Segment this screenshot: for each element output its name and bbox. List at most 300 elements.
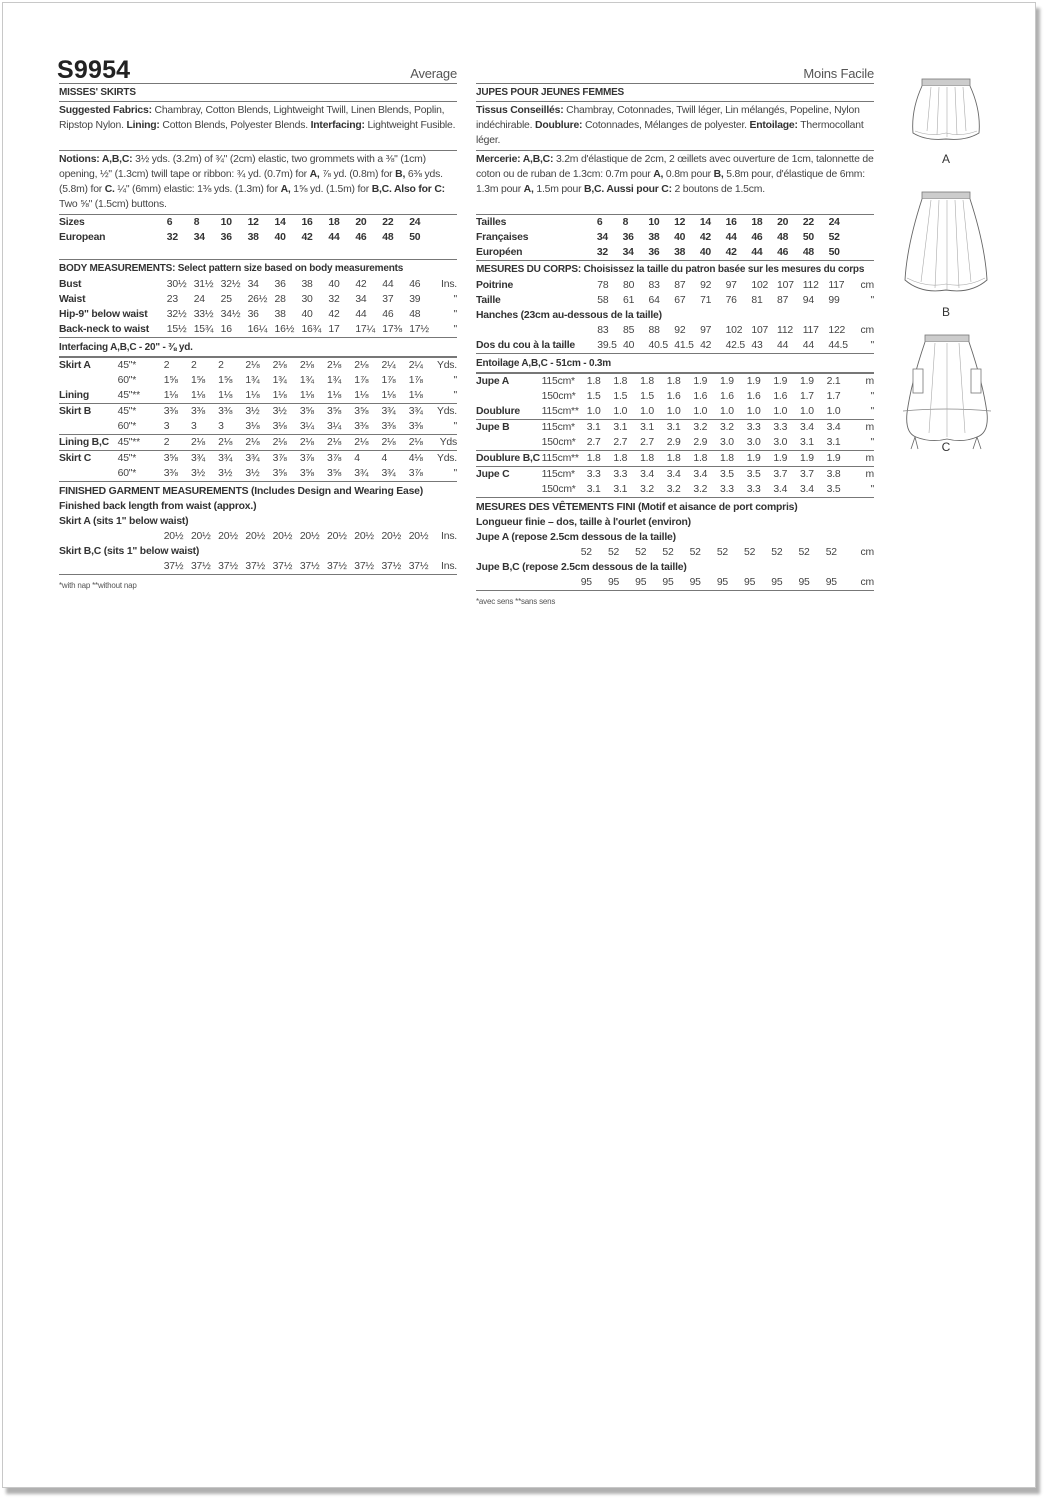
value-cell: 112 <box>802 280 819 291</box>
value-cell: 20½ <box>163 531 184 542</box>
value-cell: 3⅛ <box>272 421 287 432</box>
size-cell: 36 <box>220 232 232 243</box>
pattern-envelope-back <box>2 2 1036 1488</box>
value-cell: 37½ <box>408 561 429 572</box>
notions <box>59 151 457 215</box>
value-cell: 15½ <box>166 324 187 335</box>
value-cell: 3¼ <box>299 421 314 432</box>
notions-text: 5.8m pour, d'élastique de 6mm: 1.3m pour <box>476 169 865 195</box>
value-cell: 28 <box>274 294 286 305</box>
value-cell: 1.5 <box>640 391 654 402</box>
value-cell: 2¼ <box>381 360 396 371</box>
value-cell: 3.1 <box>666 422 681 433</box>
value-cell: 37½ <box>354 561 374 572</box>
value-cell: 1.0 <box>800 406 814 417</box>
value-cell: 3¾ <box>381 468 396 479</box>
value-cell: 122 <box>828 325 846 336</box>
spacer <box>535 545 581 560</box>
value-cell: 20½ <box>381 531 402 542</box>
finished-title: MESURES DES VÊTEMENTS FINI (Motif et aisance de port compris) <box>476 502 798 513</box>
value-cell: 1⅛ <box>245 390 260 401</box>
value-cell: 37½ <box>272 561 293 572</box>
size-cell: 16 <box>725 217 737 228</box>
value-cell: 52 <box>607 547 620 558</box>
view-a-ref: A, <box>309 169 320 180</box>
value-cell: 17 <box>328 324 340 335</box>
size-cell: 38 <box>674 247 686 258</box>
size-cell: 46 <box>751 232 763 243</box>
value-cell: 1.0 <box>640 406 654 417</box>
sizes-row <box>59 215 457 230</box>
unit-cell: " <box>870 437 874 448</box>
view-c-sketch <box>901 333 991 454</box>
sizes-label: Sizes <box>59 217 85 228</box>
value-cell: 3¾ <box>354 468 369 479</box>
row-label: Doublure <box>476 406 521 417</box>
table-row <box>476 338 874 354</box>
garment-title: JUPES POUR JEUNES FEMMES <box>476 84 874 102</box>
notions-text: 3½ yds. (3.2m) of ¾" (2cm) elastic, two grommets with a ⅜" (1cm) opening, ½" (1.3cm) twill tape or ribbon: ¾ yd. (0.7m) for <box>59 154 426 180</box>
unit-cell: " <box>870 295 874 306</box>
table-row <box>476 435 874 451</box>
value-cell: 87 <box>674 280 686 291</box>
size-cell: 34 <box>596 232 608 243</box>
value-cell: 52 <box>689 547 701 558</box>
value-cell: 17½ <box>409 324 429 335</box>
table-row <box>59 388 457 404</box>
value-cell: 3.3 <box>746 484 761 495</box>
value-cell: 3 <box>218 421 224 432</box>
size-cell: 38 <box>247 232 259 243</box>
value-cell: 52 <box>580 547 592 558</box>
row-label: Skirt A (sits 1" below waist) <box>59 516 189 527</box>
table-row <box>476 323 874 338</box>
value-cell: 32 <box>328 294 340 305</box>
value-cell: 3¾ <box>190 453 205 464</box>
value-cell: 95 <box>580 577 592 588</box>
notions-text: ⅞ yd. (0.8m) for <box>319 169 396 180</box>
unit-cell: " <box>453 309 457 320</box>
value-cell: 95 <box>607 577 620 588</box>
size-cell: 8 <box>193 217 200 228</box>
size-cell: 46 <box>777 247 789 258</box>
fabric-width-cell: 45"* <box>117 406 137 417</box>
size-cell: 22 <box>382 217 394 228</box>
table-row <box>59 292 457 307</box>
value-cell: 95 <box>662 577 674 588</box>
value-cell: 42 <box>700 340 712 351</box>
size-cell: 12 <box>247 217 259 228</box>
value-cell: 44.5 <box>828 340 848 351</box>
spacer <box>118 559 164 575</box>
row-label: Back-neck to waist <box>59 324 149 335</box>
value-cell: 40.5 <box>648 340 668 351</box>
table-row <box>59 404 457 420</box>
row-label <box>476 435 542 451</box>
value-cell: 3⅜ <box>163 406 178 417</box>
fabric-width-cell: 150cm* <box>541 391 576 402</box>
value-cell: 20½ <box>245 531 265 542</box>
row-label: Jupe A (repose 2.5cm dessous de la taille) <box>476 532 676 543</box>
size-cell: 20 <box>777 217 789 228</box>
value-cell: 3⅝ <box>272 468 287 479</box>
value-cell: 3 <box>190 421 197 432</box>
table-row <box>59 451 457 467</box>
fabric-width-cell: 150cm* <box>541 437 576 448</box>
size-cell: 34 <box>622 247 634 258</box>
value-cell: 37½ <box>163 561 184 572</box>
value-cell: 37½ <box>190 561 211 572</box>
size-cell: 36 <box>648 247 660 258</box>
size-cell: 44 <box>751 247 763 258</box>
interfacing-line <box>476 354 874 373</box>
table-row <box>476 420 874 436</box>
value-cell: 97 <box>700 325 712 336</box>
value-cell: 3.4 <box>773 484 788 495</box>
value-cell: 3.3 <box>720 484 734 495</box>
table-row <box>59 514 457 529</box>
value-cell: 67 <box>674 295 686 306</box>
table-row <box>476 404 874 420</box>
suggested-fabrics <box>476 102 874 151</box>
size-cell: 32 <box>596 247 608 258</box>
value-cell: 3.4 <box>693 469 708 480</box>
value-cell: 1.8 <box>640 453 654 464</box>
spacer <box>854 215 874 230</box>
value-cell: 3.1 <box>613 484 628 495</box>
size-cell: 16 <box>301 217 313 228</box>
unit-cell: " <box>453 421 457 432</box>
fabrics-label: Tissus Conseillés: <box>476 105 564 116</box>
view-label: B <box>941 305 950 319</box>
value-cell: 1⅛ <box>327 390 342 401</box>
unit-cell: m <box>865 453 874 464</box>
value-cell: 1¾ <box>245 375 260 386</box>
also-for-c-label: Aussi pour C: <box>604 184 672 195</box>
value-cell: 1.0 <box>826 406 841 417</box>
value-cell: 37½ <box>381 561 402 572</box>
notions-text: Two ⅝" (1.5cm) buttons. <box>59 199 167 210</box>
view-c-ref: C. <box>104 184 115 195</box>
view-a-ref: A, <box>653 169 664 180</box>
value-cell: 42.5 <box>725 340 746 351</box>
row-label: Jupe C <box>476 469 510 480</box>
value-cell: 1.8 <box>640 376 654 387</box>
size-cell: 44 <box>328 232 340 243</box>
value-cell: 36 <box>274 279 286 290</box>
fabric-width-cell: 115cm* <box>541 376 575 387</box>
value-cell: 1.9 <box>693 376 708 387</box>
value-cell: 1.6 <box>773 391 788 402</box>
notions-text: 2 boutons de 1.5cm. <box>671 184 765 195</box>
size-cell: 6 <box>166 217 173 228</box>
value-cell: 16 <box>220 324 232 335</box>
unit-cell: Ins. <box>441 531 457 542</box>
size-cell: 24 <box>409 217 421 228</box>
row-label: Jupe A <box>476 376 510 387</box>
size-cell: 42 <box>699 232 711 243</box>
fabric-width-cell: 60"* <box>117 375 137 386</box>
value-cell: 94 <box>802 295 814 306</box>
value-cell: 95 <box>635 577 647 588</box>
value-cell: 83 <box>597 325 609 336</box>
value-cell: 1.9 <box>720 376 734 387</box>
value-cell: 3⅛ <box>245 421 260 432</box>
value-cell: 102 <box>751 280 769 291</box>
value-cell: 3⅜ <box>354 421 369 432</box>
row-label: Poitrine <box>476 280 514 291</box>
value-cell: 3⅜ <box>163 468 178 479</box>
value-cell: 44 <box>777 340 789 351</box>
fabrics-text: Chambray, Cotton Blends, Lightweight Twill, Linen Blends, Poplin, Ripstop Nylon. <box>59 105 445 131</box>
fabric-width-cell: 115cm** <box>541 453 579 464</box>
finished-table <box>59 514 457 575</box>
table-row <box>59 373 457 388</box>
table-row <box>476 530 874 545</box>
value-cell: 3⅝ <box>327 468 342 479</box>
value-cell: 2⅛ <box>408 437 423 448</box>
value-cell: 80 <box>623 280 635 291</box>
value-cell: 1⅛ <box>272 390 287 401</box>
size-cell: 46 <box>355 232 367 243</box>
view-b-ref: B, <box>395 169 406 180</box>
interfacing-line <box>59 338 457 357</box>
interfacing-label: Interfacing: <box>310 120 365 131</box>
fabric-width-cell: 60"* <box>117 421 137 432</box>
value-cell: 1.0 <box>613 406 628 417</box>
table-row <box>476 215 874 230</box>
value-cell: 2⅛ <box>381 437 396 448</box>
value-cell: 88 <box>648 325 660 336</box>
value-cell: 2.7 <box>613 437 628 448</box>
value-cell: 34 <box>247 279 259 290</box>
finished-title: FINISHED GARMENT MEASUREMENTS (Includes Design and Wearing Ease) <box>59 486 424 497</box>
value-cell: 95 <box>798 577 810 588</box>
value-cell: 41.5 <box>674 340 694 351</box>
value-cell: 1⅛ <box>163 390 178 401</box>
row-label <box>476 389 542 404</box>
fabric-width-cell: 115cm* <box>541 422 575 433</box>
value-cell: 3⅝ <box>354 406 369 417</box>
fabric-width-cell: 115cm** <box>541 406 579 417</box>
value-cell: 1.5 <box>613 391 628 402</box>
notions-text: 1⅝ yd. (1.5m) for <box>290 184 372 195</box>
value-cell: 71 <box>700 295 712 306</box>
value-cell: 37½ <box>218 561 238 572</box>
value-cell: 3.4 <box>800 484 814 495</box>
row-label: Waist <box>59 294 86 305</box>
value-cell: 3.1 <box>586 422 601 433</box>
skirt-a-sketch-icon <box>901 75 991 147</box>
size-cell: 6 <box>596 217 603 228</box>
row-label: Lining B,C <box>59 437 109 448</box>
value-cell: 61 <box>623 295 635 306</box>
spacer <box>118 529 164 544</box>
value-cell: 16¾ <box>301 324 322 335</box>
value-cell: 40 <box>328 279 340 290</box>
value-cell: 38 <box>301 279 313 290</box>
size-cell: 24 <box>828 217 840 228</box>
unit-cell: cm <box>860 547 874 558</box>
value-cell: 102 <box>725 325 743 336</box>
row-label: Lining <box>59 390 89 401</box>
value-cell: 1¾ <box>327 375 342 386</box>
value-cell: 1⅝ <box>218 375 233 386</box>
footnote: *avec sens **sans sens <box>476 597 556 606</box>
value-cell: 17¼ <box>355 324 375 335</box>
notions-text: 3.2m d'élastique de 2cm, 2 œillets avec ouverture de 1cm, talonnette de coton ou de ruban de 1.3cm: 0.7m pour <box>476 154 874 180</box>
interfacing-text: Thermocollant léger. <box>476 120 864 146</box>
unit-cell: " <box>453 468 457 479</box>
table-row <box>476 545 874 560</box>
value-cell: 3.2 <box>666 484 681 495</box>
suggested-fabrics <box>59 102 457 151</box>
value-cell: 16½ <box>274 324 295 335</box>
value-cell: 1⅛ <box>299 390 314 401</box>
value-cell: 1¾ <box>272 375 287 386</box>
value-cell: 4 <box>354 453 360 464</box>
value-cell: 2.1 <box>826 376 841 387</box>
skirt-c-sketch-icon <box>901 333 991 453</box>
value-cell: 1.8 <box>720 453 734 464</box>
value-cell: 3.8 <box>826 469 841 480</box>
unit-cell: " <box>870 391 874 402</box>
value-cell: 26½ <box>247 294 268 305</box>
value-cell: 3.7 <box>800 469 814 480</box>
value-cell: 1.0 <box>746 406 761 417</box>
value-cell: 1⅛ <box>381 390 396 401</box>
value-cell: 1.6 <box>720 391 734 402</box>
garment-title: MISSES' SKIRTS <box>59 84 457 102</box>
row-label: Jupe B <box>476 422 510 433</box>
value-cell: 1.0 <box>773 406 788 417</box>
fabrics-text: Chambray, Cotonnades, Twill léger, Lin mélangés, Popeline, Nylon indéchirable. <box>476 105 860 131</box>
yardage-table <box>476 373 874 498</box>
size-cell: 32 <box>166 232 178 243</box>
value-cell: 30 <box>301 294 313 305</box>
value-cell: 3.1 <box>800 437 814 448</box>
unit-cell: Yds. <box>437 360 457 371</box>
table-row <box>476 560 874 575</box>
value-cell: 83 <box>648 280 660 291</box>
value-cell: 2¼ <box>408 360 423 371</box>
value-cell: 58 <box>597 295 609 306</box>
value-cell: 3¼ <box>327 421 342 432</box>
pattern-number: S9954 <box>57 56 131 84</box>
value-cell: 20½ <box>327 531 347 542</box>
fabric-width-cell: 45"** <box>117 390 140 401</box>
unit-cell: m <box>865 422 874 433</box>
value-cell: 42 <box>355 279 367 290</box>
value-cell: 3.4 <box>640 469 654 480</box>
size-cell: 48 <box>802 247 814 258</box>
value-cell: 1.6 <box>746 391 761 402</box>
value-cell: 1¾ <box>299 375 314 386</box>
size-cell: 36 <box>622 232 634 243</box>
value-cell: 2 <box>218 360 224 371</box>
french-column <box>476 55 874 609</box>
row-label <box>476 482 542 498</box>
view-a-ref: A, <box>523 184 534 195</box>
value-cell: 1.8 <box>613 376 628 387</box>
value-cell: 20½ <box>218 531 238 542</box>
value-cell: 20½ <box>190 531 211 542</box>
size-cell: 40 <box>274 232 286 243</box>
value-cell: 52 <box>635 547 647 558</box>
unit-cell: m <box>865 376 874 387</box>
value-cell: 1.0 <box>586 406 601 417</box>
fabrics-label: Suggested Fabrics: <box>59 105 152 116</box>
value-cell: 33½ <box>193 309 214 320</box>
value-cell: 1.0 <box>693 406 708 417</box>
table-row <box>476 308 874 323</box>
value-cell: 95 <box>744 577 756 588</box>
view-label: C <box>941 440 951 454</box>
value-cell: 1.9 <box>800 376 814 387</box>
value-cell: 34 <box>355 294 367 305</box>
row-label <box>476 323 597 338</box>
value-cell: 1.8 <box>693 453 708 464</box>
unit-cell: " <box>870 406 874 417</box>
value-cell: 2⅛ <box>190 437 205 448</box>
row-label: Hanches (23cm au-dessous de la taille) <box>476 310 662 321</box>
size-cell: 50 <box>409 232 421 243</box>
view-b-sketch <box>901 190 991 319</box>
value-cell: 39.5 <box>597 340 617 351</box>
value-cell: 107 <box>751 325 769 336</box>
value-cell: 17⅜ <box>382 324 402 335</box>
unit-cell: " <box>453 294 457 305</box>
value-cell: 52 <box>825 547 837 558</box>
value-cell: 97 <box>725 280 737 291</box>
row-label <box>59 466 118 482</box>
value-cell: 37 <box>382 294 394 305</box>
unit-cell: m <box>865 469 874 480</box>
value-cell: 2 <box>163 437 170 448</box>
value-cell: 1.0 <box>666 406 681 417</box>
view-label: A <box>941 152 950 166</box>
value-cell: 2⅛ <box>218 437 233 448</box>
value-cell: 3.2 <box>720 422 734 433</box>
size-cell: 10 <box>220 217 232 228</box>
value-cell: 3.5 <box>826 484 841 495</box>
size-cell: 20 <box>355 217 367 228</box>
value-cell: 3½ <box>245 468 260 479</box>
value-cell: 2.9 <box>693 437 708 448</box>
value-cell: 3.3 <box>746 422 761 433</box>
value-cell: 3.5 <box>746 469 761 480</box>
table-row <box>476 389 874 404</box>
footnote: *with nap **without nap <box>59 581 137 590</box>
value-cell: 3.5 <box>720 469 734 480</box>
value-cell: 87 <box>777 295 789 306</box>
value-cell: 3¾ <box>381 406 396 417</box>
row-label <box>59 419 118 435</box>
row-label: Skirt B,C (sits 1" below waist) <box>59 546 200 557</box>
value-cell: 3¾ <box>408 406 423 417</box>
value-cell: 107 <box>777 280 794 291</box>
value-cell: 52 <box>798 547 810 558</box>
value-cell: 3¾ <box>218 453 233 464</box>
lining-text: Cotton Blends, Polyester Blends. <box>162 120 308 131</box>
value-cell: 40 <box>623 340 635 351</box>
value-cell: 95 <box>689 577 701 588</box>
value-cell: 117 <box>828 280 845 291</box>
value-cell: 95 <box>771 577 783 588</box>
view-bc-ref: B,C. <box>371 184 392 195</box>
body-measurements-table <box>476 278 874 354</box>
value-cell: 2.9 <box>666 437 681 448</box>
